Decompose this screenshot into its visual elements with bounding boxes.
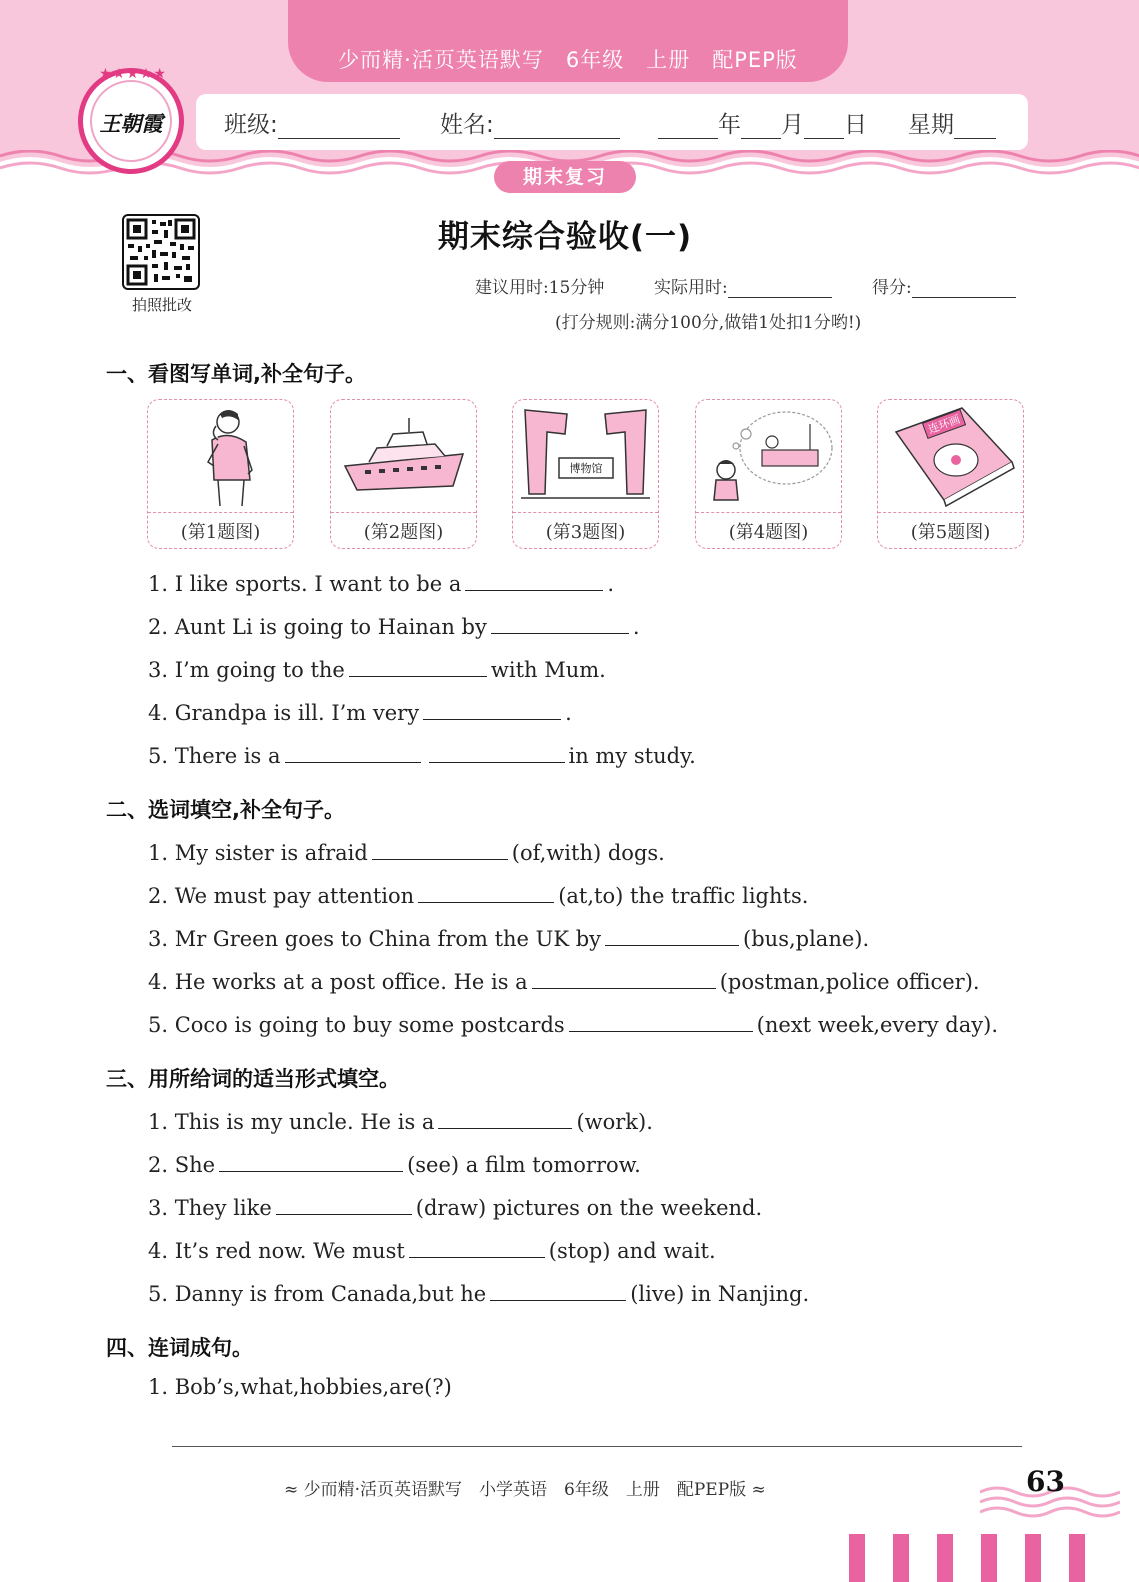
picture-4 (695, 399, 842, 549)
s3-q5-text: 5. Danny is from Canada,but he (148, 1282, 487, 1306)
book-title: 少而精·活页英语默写 6年级 上册 配PEP版 (338, 48, 798, 72)
s1-question-2 (148, 612, 640, 639)
bottom-bar (1025, 1534, 1041, 1582)
weekday-label: 星期 (908, 112, 954, 138)
s2-q2-blank[interactable] (418, 881, 554, 903)
date-field[interactable] (658, 106, 867, 139)
s3-q4-end: (stop) and wait. (548, 1239, 716, 1263)
footer-text: ≈ 少而精·活页英语默写 小学英语 6年级 上册 配PEP版 ≈ (284, 1480, 766, 1500)
picture-3 (512, 399, 659, 549)
actual-time-input-line[interactable] (728, 278, 832, 298)
s1-q2-blank[interactable] (491, 612, 629, 634)
s2-question-1 (148, 838, 665, 865)
month-input-line[interactable] (741, 115, 781, 139)
s2-question-2 (148, 881, 808, 908)
section-badge: 期末复习 (494, 161, 636, 193)
s1-q5-blank-1[interactable] (285, 741, 421, 763)
s3-q4-text: 4. It’s red now. We must (148, 1239, 405, 1263)
name-field[interactable] (440, 106, 620, 139)
picture-3-caption: (第3题图) (545, 522, 626, 543)
s1-q5-end: in my study. (568, 744, 696, 768)
bottom-bar (1069, 1534, 1085, 1582)
weekday-field[interactable] (908, 106, 996, 139)
picture-2-caption: (第2题图) (363, 522, 444, 543)
s1-q3-text: 3. I’m going to the (148, 658, 345, 682)
picture-5-caption: (第5题图) (910, 522, 991, 543)
s1-q4-blank[interactable] (423, 698, 561, 720)
class-input-line[interactable] (278, 115, 400, 139)
section-1-title: 一、看图写单词,补全句子。 (106, 362, 366, 386)
month-label: 月 (781, 112, 804, 138)
s2-question-5 (148, 1010, 998, 1037)
qr-code-icon[interactable] (122, 214, 200, 290)
s1-q4-text: 4. Grandpa is ill. I’m very (148, 701, 420, 725)
bottom-bar-decoration (845, 1534, 1105, 1582)
s4-question-1: 1. Bob’s,what,hobbies,are(?) (148, 1375, 452, 1399)
s2-q2-end: (at,to) the traffic lights. (558, 884, 809, 908)
s1-question-5 (148, 741, 696, 768)
s1-question-3 (148, 655, 606, 682)
s3-q2-end: (see) a film tomorrow. (407, 1153, 641, 1177)
s2-question-3 (148, 924, 869, 951)
s3-question-2 (148, 1150, 641, 1177)
qr-label: 拍照批改 (131, 296, 192, 314)
day-label: 日 (844, 112, 867, 138)
score-input-line[interactable] (912, 278, 1016, 298)
section-3-title: 三、用所给词的适当形式填空。 (106, 1067, 400, 1091)
section-4-title: 四、连词成句。 (106, 1336, 253, 1360)
qr-code-graphic (124, 216, 198, 288)
suggested-time: 建议用时:15分钟 (475, 278, 605, 298)
s2-q1-blank[interactable] (372, 838, 508, 860)
s1-q1-blank[interactable] (465, 569, 603, 591)
s1-q3-blank[interactable] (349, 655, 487, 677)
s1-q2-end: . (632, 615, 640, 639)
s2-q2-text: 2. We must pay attention (148, 884, 415, 908)
s2-q3-end: (bus,plane). (743, 927, 870, 951)
sportsman-icon (152, 404, 289, 508)
year-input-line[interactable] (658, 115, 718, 139)
weekday-input-line[interactable] (954, 115, 996, 139)
book-label: 连环画 (926, 412, 962, 437)
s2-q1-text: 1. My sister is afraid (148, 841, 368, 865)
s1-q5-text: 5. There is a (148, 744, 281, 768)
picture-2 (330, 399, 477, 549)
picture-4-divider (696, 512, 841, 513)
picture-5-divider (878, 512, 1023, 513)
name-label: 姓名: (440, 112, 494, 138)
name-input-line[interactable] (494, 115, 620, 139)
s3-q3-end: (draw) pictures on the weekend. (415, 1196, 763, 1220)
s3-q3-text: 3. They like (148, 1196, 272, 1220)
actual-time-label: 实际用时: (654, 278, 728, 298)
score-label: 得分: (872, 278, 912, 298)
s3-q3-blank[interactable] (276, 1193, 412, 1215)
s2-q4-blank[interactable] (532, 967, 716, 989)
class-label: 班级: (224, 112, 278, 138)
year-label: 年 (718, 112, 741, 138)
bottom-bar (893, 1534, 909, 1582)
s3-question-3 (148, 1193, 762, 1220)
picture-2-divider (331, 512, 476, 513)
s1-question-1 (148, 569, 614, 596)
page-title: 期末综合验收(一) (437, 219, 693, 255)
picture-1-caption: (第1题图) (180, 522, 261, 543)
s1-q5-blank-2[interactable] (429, 741, 565, 763)
score-field[interactable] (872, 273, 1016, 298)
picture-1 (147, 399, 294, 549)
s1-question-4 (148, 698, 572, 725)
s3-q5-end: (live) in Nanjing. (630, 1282, 810, 1306)
s2-q4-text: 4. He works at a post office. He is a (148, 970, 528, 994)
s2-question-4 (148, 967, 980, 994)
s3-q1-text: 1. This is my uncle. He is a (148, 1110, 435, 1134)
bottom-bar (849, 1534, 865, 1582)
s2-q5-end: (next week,every day). (756, 1013, 998, 1037)
picture-4-caption: (第4题图) (728, 522, 809, 543)
s2-q3-text: 3. Mr Green goes to China from the UK by (148, 927, 602, 951)
actual-time-field[interactable] (654, 273, 832, 298)
footer-divider (172, 1446, 1022, 1447)
logo-name: 王朝霞 (99, 111, 163, 136)
s1-q1-end: . (607, 572, 615, 596)
s2-q5-blank[interactable] (569, 1010, 753, 1032)
s3-q4-blank[interactable] (409, 1236, 545, 1258)
s3-q2-text: 2. She (148, 1153, 216, 1177)
logo-stars-icon: ★★★★★ (99, 66, 167, 82)
bottom-bar (937, 1534, 953, 1582)
s2-q4-end: (postman,police officer). (719, 970, 980, 994)
sad-boy-icon (700, 404, 837, 508)
s1-q4-end: . (565, 701, 572, 725)
s3-q1-blank[interactable] (438, 1107, 572, 1129)
scoring-rule: (打分规则:满分100分,做错1处扣1分哟!) (555, 313, 862, 333)
s3-question-5 (148, 1279, 809, 1306)
day-input-line[interactable] (804, 115, 844, 139)
section-2-title: 二、选词填空,补全句子。 (106, 798, 345, 822)
picture-5 (877, 399, 1024, 549)
museum-sign: 博物馆 (569, 462, 603, 475)
s2-q3-blank[interactable] (605, 924, 739, 946)
s2-q1-end: (of,with) dogs. (511, 841, 665, 865)
s3-q5-blank[interactable] (490, 1279, 626, 1301)
bottom-bar (981, 1534, 997, 1582)
s3-q2-blank[interactable] (219, 1150, 403, 1172)
s3-question-4 (148, 1236, 716, 1263)
brand-logo (78, 68, 184, 174)
s3-q1-end: (work). (576, 1110, 653, 1134)
s3-question-1 (148, 1107, 653, 1134)
student-info-bar (196, 94, 1028, 150)
s1-q2-text: 2. Aunt Li is going to Hainan by (148, 615, 487, 639)
comic-book-icon (882, 404, 1019, 508)
s1-q3-end: with Mum. (490, 658, 606, 682)
s1-q1-text: 1. I like sports. I want to be a (148, 572, 462, 596)
page-number: 63 (1026, 1465, 1065, 1498)
s2-q5-text: 5. Coco is going to buy some postcards (148, 1013, 565, 1037)
class-field[interactable] (224, 106, 400, 139)
picture-3-divider (513, 512, 658, 513)
ship-icon (335, 404, 472, 508)
picture-1-divider (148, 512, 293, 513)
museum-icon (517, 404, 654, 508)
